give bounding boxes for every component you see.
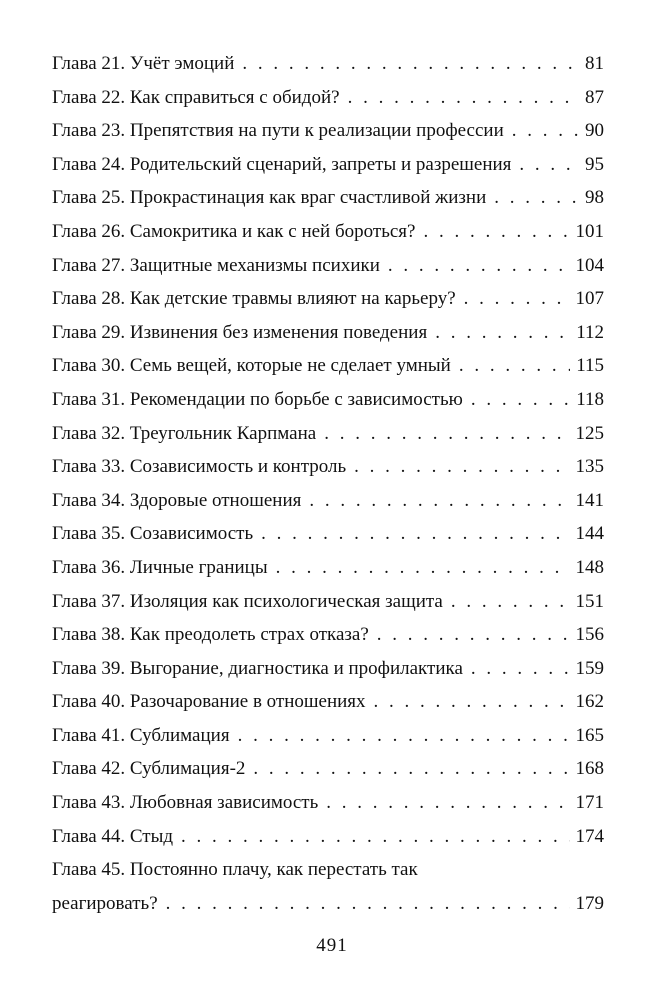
toc-entry-label — [52, 484, 301, 518]
dot-leader — [354, 450, 569, 484]
toc-chapter-label: Глава 38. — [52, 624, 126, 646]
toc-chapter-title: Как преодолеть страх отказа? — [129, 624, 369, 646]
toc-page-number: 165 — [575, 724, 604, 746]
toc-page-number: 112 — [576, 321, 604, 343]
toc-entry — [52, 249, 604, 283]
toc-entry — [52, 450, 604, 484]
toc-chapter-label: Глава 30. — [52, 355, 126, 377]
dot-leader — [388, 249, 570, 283]
toc-entry — [52, 81, 604, 115]
toc-chapter-title: Прокрастинация как враг счастливой жизни — [129, 187, 487, 209]
toc-page-number: 107 — [575, 288, 604, 310]
toc-chapter-title: Созависимость — [129, 523, 254, 545]
toc-entry-label — [52, 618, 369, 652]
dot-leader — [377, 618, 570, 652]
toc-chapter-title: Разочарование в отношениях — [129, 691, 366, 713]
toc-page-number: 179 — [575, 892, 604, 914]
toc-entry — [52, 484, 604, 518]
toc-page-number: 151 — [575, 590, 604, 612]
dot-leader — [435, 316, 570, 350]
toc-entry-label — [52, 517, 253, 551]
toc-page-number: 104 — [575, 254, 604, 276]
toc-page-number: 141 — [575, 489, 604, 511]
toc-chapter-label: Глава 31. — [52, 388, 126, 410]
toc-chapter-label: Глава 35. — [52, 523, 126, 545]
toc-chapter-title: Рекомендации по борьбе с зависимостью — [129, 388, 463, 410]
toc-chapter-title: Созависимость и контроль — [129, 456, 347, 478]
toc-page-number: 95 — [585, 153, 604, 175]
toc-chapter-label: Глава 37. — [52, 590, 126, 612]
toc-entry — [52, 417, 604, 451]
toc-chapter-label: Глава 23. — [52, 120, 126, 142]
toc-chapter-title: Любовная зависимость — [129, 792, 319, 814]
toc-chapter-title: Самокритика и как с ней бороться? — [129, 220, 416, 242]
toc-chapter-title: Стыд — [129, 825, 174, 847]
toc-chapter-label: Глава 24. — [52, 153, 126, 175]
dot-leader — [423, 215, 569, 249]
toc-page-number: 90 — [585, 120, 604, 142]
toc-entry — [52, 349, 604, 383]
toc-entry-label — [52, 585, 443, 619]
toc-entry-label — [52, 551, 268, 585]
toc-entry-label — [52, 719, 230, 753]
toc-entry-label — [52, 215, 415, 249]
toc-entry — [52, 114, 604, 148]
toc-page-number: 87 — [585, 86, 604, 108]
toc-chapter-title: Личные границы — [129, 556, 268, 578]
toc-chapter-label: Глава 29. — [52, 321, 126, 343]
toc-entry — [52, 551, 604, 585]
toc-entry-label — [52, 148, 511, 182]
dot-leader — [519, 148, 579, 182]
toc-chapter-title: Как детские травмы влияют на карьеру? — [129, 288, 456, 310]
toc-entry-label — [52, 820, 173, 854]
toc-entry-label — [52, 752, 245, 786]
toc-page-number: 118 — [576, 388, 604, 410]
toc-entry-45-line1 — [52, 853, 604, 887]
toc-entry-45-line2 — [52, 887, 604, 921]
dot-leader — [276, 551, 570, 585]
toc-entry — [52, 181, 604, 215]
toc-entry-label — [52, 383, 463, 417]
toc-chapter-title: Постоянно плачу, как перестать так — [129, 859, 418, 881]
toc-entry-label — [52, 181, 486, 215]
toc-entry — [52, 47, 604, 81]
toc-entry — [52, 685, 604, 719]
dot-leader — [253, 752, 569, 786]
toc-chapter-label: Глава 21. — [52, 53, 126, 74]
dot-leader — [464, 282, 570, 316]
toc-entry-label — [52, 114, 504, 148]
dot-leader — [242, 47, 579, 81]
dot-leader — [471, 383, 570, 417]
toc-chapter-title: Семь вещей, которые не сделает умный — [129, 355, 451, 377]
dot-leader — [512, 114, 579, 148]
toc-chapter-title-continued: реагировать? — [52, 892, 158, 914]
toc-page-number: 125 — [575, 422, 604, 444]
toc-chapter-label: Глава 45. — [52, 859, 126, 881]
toc-page-number: 81 — [585, 53, 604, 74]
toc-chapter-label: Глава 34. — [52, 489, 126, 511]
dot-leader — [471, 652, 570, 686]
toc-chapter-title: Защитные механизмы психики — [129, 254, 380, 276]
dot-leader — [324, 417, 569, 451]
toc-entry — [52, 585, 604, 619]
toc-entry — [52, 652, 604, 686]
dot-leader — [459, 349, 570, 383]
dot-leader — [261, 517, 569, 551]
toc-chapter-title: Сублимация-2 — [129, 758, 246, 780]
toc-entry — [52, 752, 604, 786]
dot-leader — [374, 685, 570, 719]
toc-entry — [52, 618, 604, 652]
toc-entry — [52, 215, 604, 249]
toc-entry-label — [52, 417, 316, 451]
toc-entry-label — [52, 685, 366, 719]
toc-chapter-label: Глава 42. — [52, 758, 126, 780]
toc-chapter-title: Здоровые отношения — [129, 489, 302, 511]
toc-page-number: 168 — [575, 758, 604, 780]
toc-chapter-title: Сублимация — [129, 724, 230, 746]
toc-entry — [52, 719, 604, 753]
toc-entry-label — [52, 450, 346, 484]
dot-leader — [181, 820, 569, 854]
toc-entry — [52, 820, 604, 854]
toc-page-number: 98 — [585, 187, 604, 209]
dot-leader — [451, 585, 570, 619]
toc-chapter-title: Родительский сценарий, запреты и разрешения — [129, 153, 512, 175]
toc-entry-label — [52, 652, 463, 686]
toc-page-number: 174 — [575, 825, 604, 847]
toc-chapter-label: Глава 33. — [52, 456, 126, 478]
toc-page-number: 162 — [575, 691, 604, 713]
toc-entry-label — [52, 316, 427, 350]
toc-entry-label — [52, 81, 340, 115]
toc-chapter-title: Препятствия на пути к реализации профессии — [129, 120, 504, 142]
toc-chapter-label: Глава 32. — [52, 422, 126, 444]
toc-page-number: 159 — [575, 657, 604, 679]
toc-entry — [52, 383, 604, 417]
table-of-contents — [52, 47, 604, 920]
toc-page-number: 115 — [576, 355, 604, 377]
toc-page-number: 148 — [575, 556, 604, 578]
toc-chapter-title: Выгорание, диагностика и профилактика — [129, 657, 463, 679]
dot-leader — [309, 484, 569, 518]
toc-entry — [52, 786, 604, 820]
toc-chapter-label: Глава 44. — [52, 825, 126, 847]
toc-chapter-label: Глава 41. — [52, 724, 126, 746]
toc-page-number: 101 — [575, 220, 604, 242]
dot-leader — [348, 81, 579, 115]
toc-page-number: 135 — [575, 456, 604, 478]
dot-leader — [494, 181, 579, 215]
dot-leader — [238, 719, 570, 753]
toc-entry — [52, 316, 604, 350]
dot-leader — [326, 786, 569, 820]
toc-chapter-label: Глава 39. — [52, 657, 126, 679]
toc-chapter-title: Извинения без изменения поведения — [129, 321, 428, 343]
toc-entry-label — [52, 47, 234, 81]
toc-entry-label — [52, 282, 456, 316]
toc-chapter-title: Учёт эмоций — [129, 53, 235, 74]
toc-entry-label — [52, 349, 451, 383]
toc-entry-label — [52, 786, 318, 820]
toc-entry-list — [52, 47, 604, 853]
toc-chapter-label: Глава 36. — [52, 556, 126, 578]
toc-entry-label — [52, 249, 380, 283]
toc-chapter-label: Глава 22. — [52, 86, 126, 108]
page-number: 491 — [316, 935, 348, 956]
toc-page-number: 156 — [575, 624, 604, 646]
toc-page-number: 144 — [575, 523, 604, 545]
toc-chapter-label: Глава 27. — [52, 254, 126, 276]
toc-entry — [52, 148, 604, 182]
dot-leader — [166, 887, 570, 921]
toc-chapter-label: Глава 40. — [52, 691, 126, 713]
toc-chapter-label: Глава 25. — [52, 187, 126, 209]
toc-chapter-label: Глава 43. — [52, 792, 126, 814]
toc-chapter-title: Как справиться с обидой? — [129, 86, 340, 108]
toc-chapter-title: Треугольник Карпмана — [129, 422, 317, 444]
toc-chapter-label: Глава 28. — [52, 288, 126, 310]
toc-entry — [52, 517, 604, 551]
toc-page-number: 171 — [575, 792, 604, 814]
toc-chapter-title: Изоляция как психологическая защита — [129, 590, 443, 612]
toc-chapter-label: Глава 26. — [52, 220, 126, 242]
toc-entry — [52, 282, 604, 316]
